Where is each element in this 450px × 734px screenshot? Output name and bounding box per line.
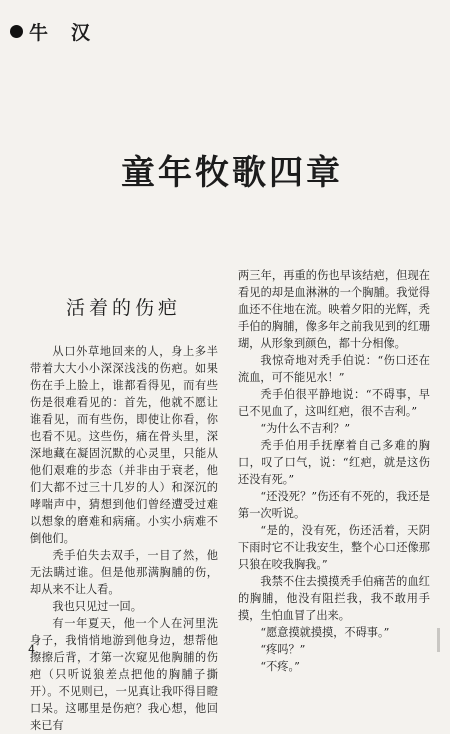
paragraph: “不疼。” xyxy=(260,660,300,673)
left-column xyxy=(30,343,218,732)
paragraph: 我禁不住去摸摸秃手伯痛苦的血红的胸脯，他没有阻拦我，我不敢用手摸，生怕血冒了出来。 xyxy=(238,575,430,622)
page-edge-mark xyxy=(437,628,440,652)
author-name: 牛 汉 xyxy=(29,22,93,44)
paragraph: “还没死？”伤还有不死的，我还是第一次听说。 xyxy=(238,490,430,520)
page-number: 4 xyxy=(28,643,35,656)
page-title: 童年牧歌四章 xyxy=(121,153,343,193)
paragraph: 从口外草地回来的人，身上多半带着大大小小深深浅浅的伤疤。如果伤在手上脸上，谁都看得见，而有些伤是很难看见的：首先，他就不愿让谁看见，而有些伤，即使让你看，你也看不见。这些伤，痛在骨头里，深深地藏在凝固沉默的心灵里，只能从他们艰难的步态（并非由于衰老，他们大都不过三十几岁的人）和深沉的哮喘声中，猜想到他们曾经遭受过难以想象的磨难和病痛。小实小病难不倒他们。 xyxy=(30,345,218,545)
paragraph: 秃手伯很平静地说：“不碍事，早已不见血了，这叫红疤，很不吉利。” xyxy=(238,388,430,418)
paragraph: “疼吗？” xyxy=(260,643,306,656)
paragraph: 两三年，再重的伤也早该结疤，但现在看见的却是血淋淋的一个胸脯。我觉得血还不住地在流。映着夕阳的光辉，秃手伯的胸脯，像多年之前我见到的红珊瑚，从形象到颜色，都十分相像。 xyxy=(238,269,430,350)
paragraph: 我也只见过一回。 xyxy=(52,600,142,613)
section-subtitle: 活着的伤疤 xyxy=(66,297,182,319)
bullet-icon xyxy=(10,25,23,38)
paragraph: 有一年夏天，他一个人在河里洗身子，我悄悄地游到他身边，想帮他擦擦后背，才第一次窥见他胸脯的伤疤（只听说狼差点把他的胸脯子撕开）。不见则已，一见真让我吓得目瞪口呆。这哪里是伤疤？我心想，他回来已有 xyxy=(30,617,218,732)
paragraph: 秃手伯用手抚摩着自己多难的胸口，叹了口气，说：“红疤，就是这伤还没有死。” xyxy=(238,439,430,486)
paragraph: “是的，没有死，伤还活着，天阴下雨时它不让我安生，整个心口还像那只狼在咬我胸我。” xyxy=(238,524,430,571)
paragraph: “愿意摸就摸摸，不碍事。” xyxy=(260,626,390,639)
right-column xyxy=(238,267,430,673)
author-line xyxy=(10,18,92,45)
paragraph: 秃手伯失去双手，一目了然，他无法瞒过谁。但是他那满胸脯的伤，却从来不让人看。 xyxy=(30,549,218,596)
paragraph: 我惊奇地对秃手伯说：“伤口还在流血，可不能见水！” xyxy=(238,354,430,384)
paragraph: “为什么不吉利？” xyxy=(260,422,351,435)
